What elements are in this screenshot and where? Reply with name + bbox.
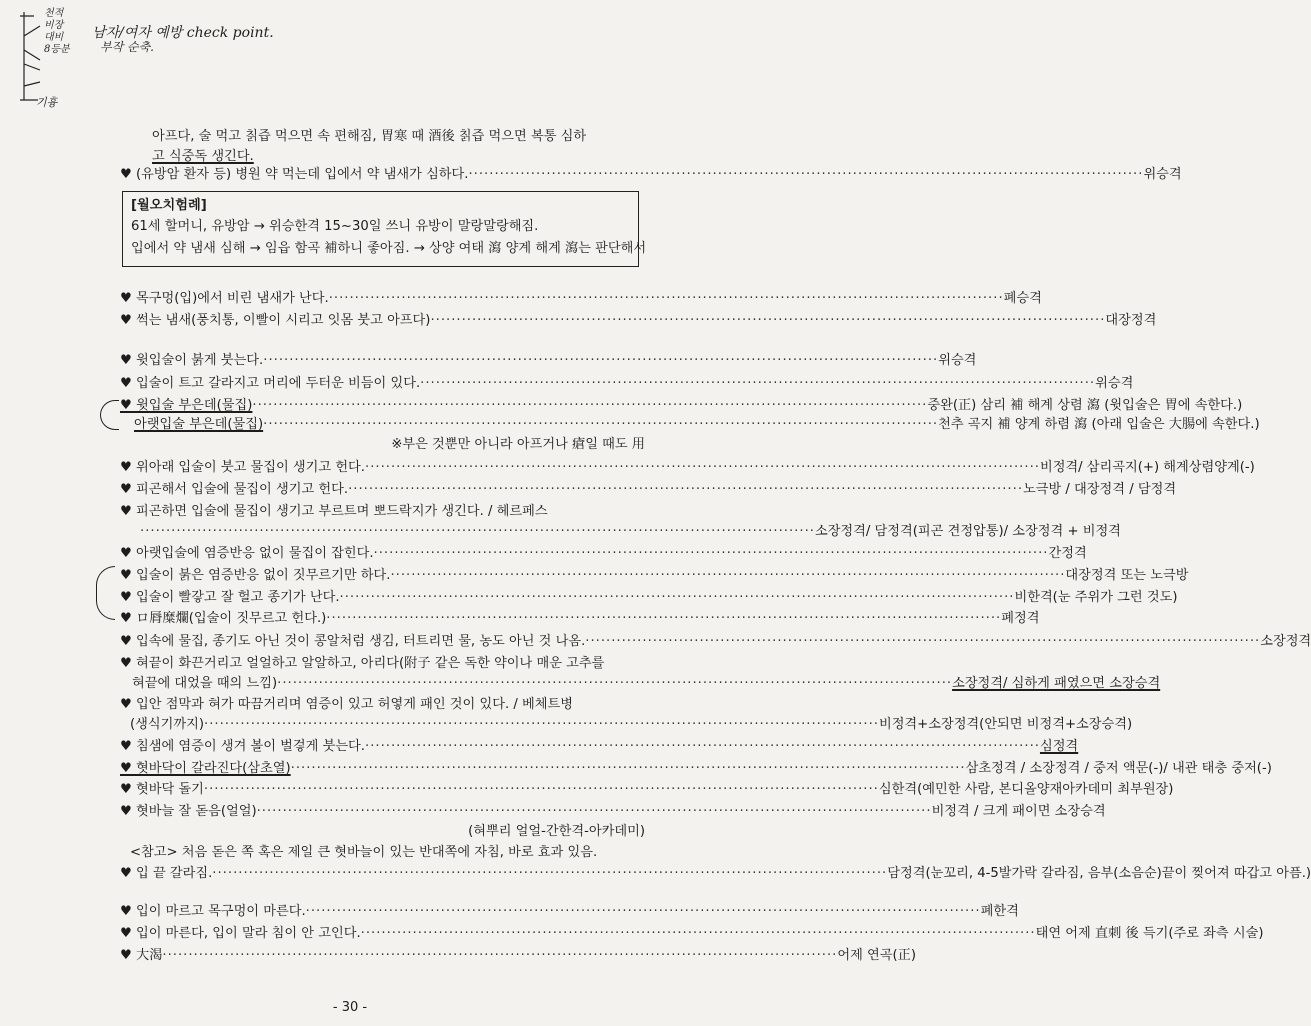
entry: ♥ 입이 마르고 목구멍이 마른다. ····· 폐한격 <box>120 903 645 920</box>
entry: ♥ 입술이 붉은 염증반응 없이 짓무르기만 하다. ····· 대장정격 또는 노극방 <box>120 567 645 584</box>
case-report-box <box>122 191 647 267</box>
entry: 아랫입술 부은데(물집) ····· 천추 곡지 補 양계 하렴 瀉 (아래 입술은 大腸에 속한다.) <box>134 416 645 433</box>
entry: ♥ 아랫입술에 염증반응 없이 물집이 잡힌다. ····· 간정격 <box>120 545 645 562</box>
entry: ♥ 목구멍(입)에서 비린 냄새가 난다. ····· 폐승격 <box>120 290 645 307</box>
entry: ♥ 혓바닥이 갈라진다(삼초열) ····· 삼초정격 / 소장정격 / 중저 액문(-)/ 내관 태충 중저(-) <box>120 760 645 777</box>
entry: ♥ 피곤해서 입술에 물집이 생기고 헌다. ····· 노극방 / 대장정격 / 담정격 <box>120 481 645 498</box>
entry: ♥ 썩는 냄새(풍치통, 이빨이 시리고 잇몸 붓고 아프다) ····· 대장정격 <box>120 312 645 329</box>
entry: ····· 소장정격/ 담정격(피곤 견정압통)/ 소장정격 + 비정격 <box>140 523 645 540</box>
pen-bracket-mark <box>100 400 119 430</box>
entry: ♥ 윗입술 부은데(물집) ····· 중완(正) 삼리 補 해계 상렴 瀉 (윗입술은 胃에 속한다.) <box>120 397 645 414</box>
entry: ♥ (유방암 환자 등) 병원 약 먹는데 입에서 약 냄새가 심하다. ····· 위승격 <box>120 166 645 183</box>
entry: ♥ 혀끝이 화끈거리고 얼얼하고 알알하고, 아리다(附子 같은 독한 약이나 매운 고추를 <box>120 656 605 671</box>
entry: ♥ 입안 점막과 혀가 따끔거리며 염증이 있고 허옇게 패인 것이 있다. / 베체트병 <box>120 697 573 712</box>
pen-bracket-mark <box>96 566 115 620</box>
case-report-line: 61세 할머니, 유방암 → 위승한격 15~30일 쓰니 유방이 말랑말랑해짐. <box>131 219 539 234</box>
entry: ♥ 윗입술이 붉게 붓는다. ····· 위승격 <box>120 352 645 369</box>
entry: ♥ 피곤하면 입술에 물집이 생기고 부르트며 뽀드락지가 생긴다. / 헤르페스 <box>120 504 548 519</box>
entry: ♥ 입속에 물집, 종기도 아닌 것이 콩알처럼 생김, 터트리면 물, 농도 아닌 것 나옴. ····· 소장정격 <box>120 633 645 650</box>
entry: ♥ 혓바늘 잘 돋음(얼얼) ····· 비정격 / 크게 패이면 소장승격 <box>120 803 645 820</box>
note-line: ※부은 것뿐만 아니라 아프거나 瘡일 때도 用 <box>391 437 645 452</box>
entry: ♥ 입술이 트고 갈라지고 머리에 두터운 비듬이 있다. ····· 위승격 <box>120 375 645 392</box>
note-line: (혀뿌리 얼얼-간한격-아카데미) <box>468 824 645 839</box>
handwritten-top-note: 남자/여자 예방 check point. 부작 순축. <box>92 25 274 54</box>
entry: ♥ 침샘에 염증이 생겨 볼이 벌겋게 붓는다. ····· 심정격 <box>120 738 645 755</box>
handwritten-margin-note <box>18 8 88 118</box>
reference-note: <참고> 처음 돋은 쪽 혹은 제일 큰 혓바늘이 있는 반대쪽에 자침, 바로 효과 있음. <box>130 845 598 860</box>
entry: ♥ 大渴 ····· 어제 연곡(正) <box>120 947 645 964</box>
entry: ♥ 입이 마른다, 입이 말라 침이 안 고인다. ····· 태연 어제 直刺 後 득기(주로 좌측 시술) <box>120 925 645 942</box>
entry: (생식기까지) ····· 비정격+소장정격(안되면 비정격+소장승격) <box>130 716 645 733</box>
case-report-line: 입에서 약 냄새 심해 → 임읍 함곡 補하니 좋아짐. → 상양 여태 瀉 양계 해계 瀉는 판단해서 <box>131 241 647 256</box>
page-number: - 30 - <box>332 1000 368 1015</box>
bracket-stroke <box>18 8 88 118</box>
entry: ♥ 혓바닥 돌기 ····· 심한격(예민한 사람, 본디올양재아카데미 최부원장) <box>120 781 645 798</box>
case-report-title: [월오치험례] <box>131 198 207 213</box>
handwritten-bottom: 기흉 <box>36 96 58 109</box>
handwritten-stack: 천적 비장 대비 8등분 <box>44 8 70 55</box>
entry: ♥ 위아래 입술이 붓고 물집이 생기고 헌다. ····· 비정격/ 삼리곡지(+) 해계상렴양계(-) <box>120 459 645 476</box>
entry: ♥ 입술이 빨갛고 잘 헐고 종기가 난다. ····· 비한격(눈 주위가 그런 것도) <box>120 589 645 606</box>
continuation-line-2: 고 식중독 생긴다. <box>152 149 254 164</box>
entry: ♥ 입 끝 갈라짐. ····· 담정격(눈꼬리, 4-5발가락 갈라짐, 음부(소음순)끝이 찢어져 따갑고 아픔.) <box>120 865 645 882</box>
entry: 혀끝에 대었을 때의 느낌) ····· 소장정격/ 심하게 패였으면 소장승격 <box>132 675 645 692</box>
entry: ♥ ロ脣糜爛(입술이 짓무르고 헌다.) ····· 폐정격 <box>120 610 645 627</box>
continuation-line-1: 아프다, 술 먹고 칡즙 먹으면 속 편해짐, 胃寒 때 酒後 칡즙 먹으면 복통 심하 <box>152 129 587 144</box>
